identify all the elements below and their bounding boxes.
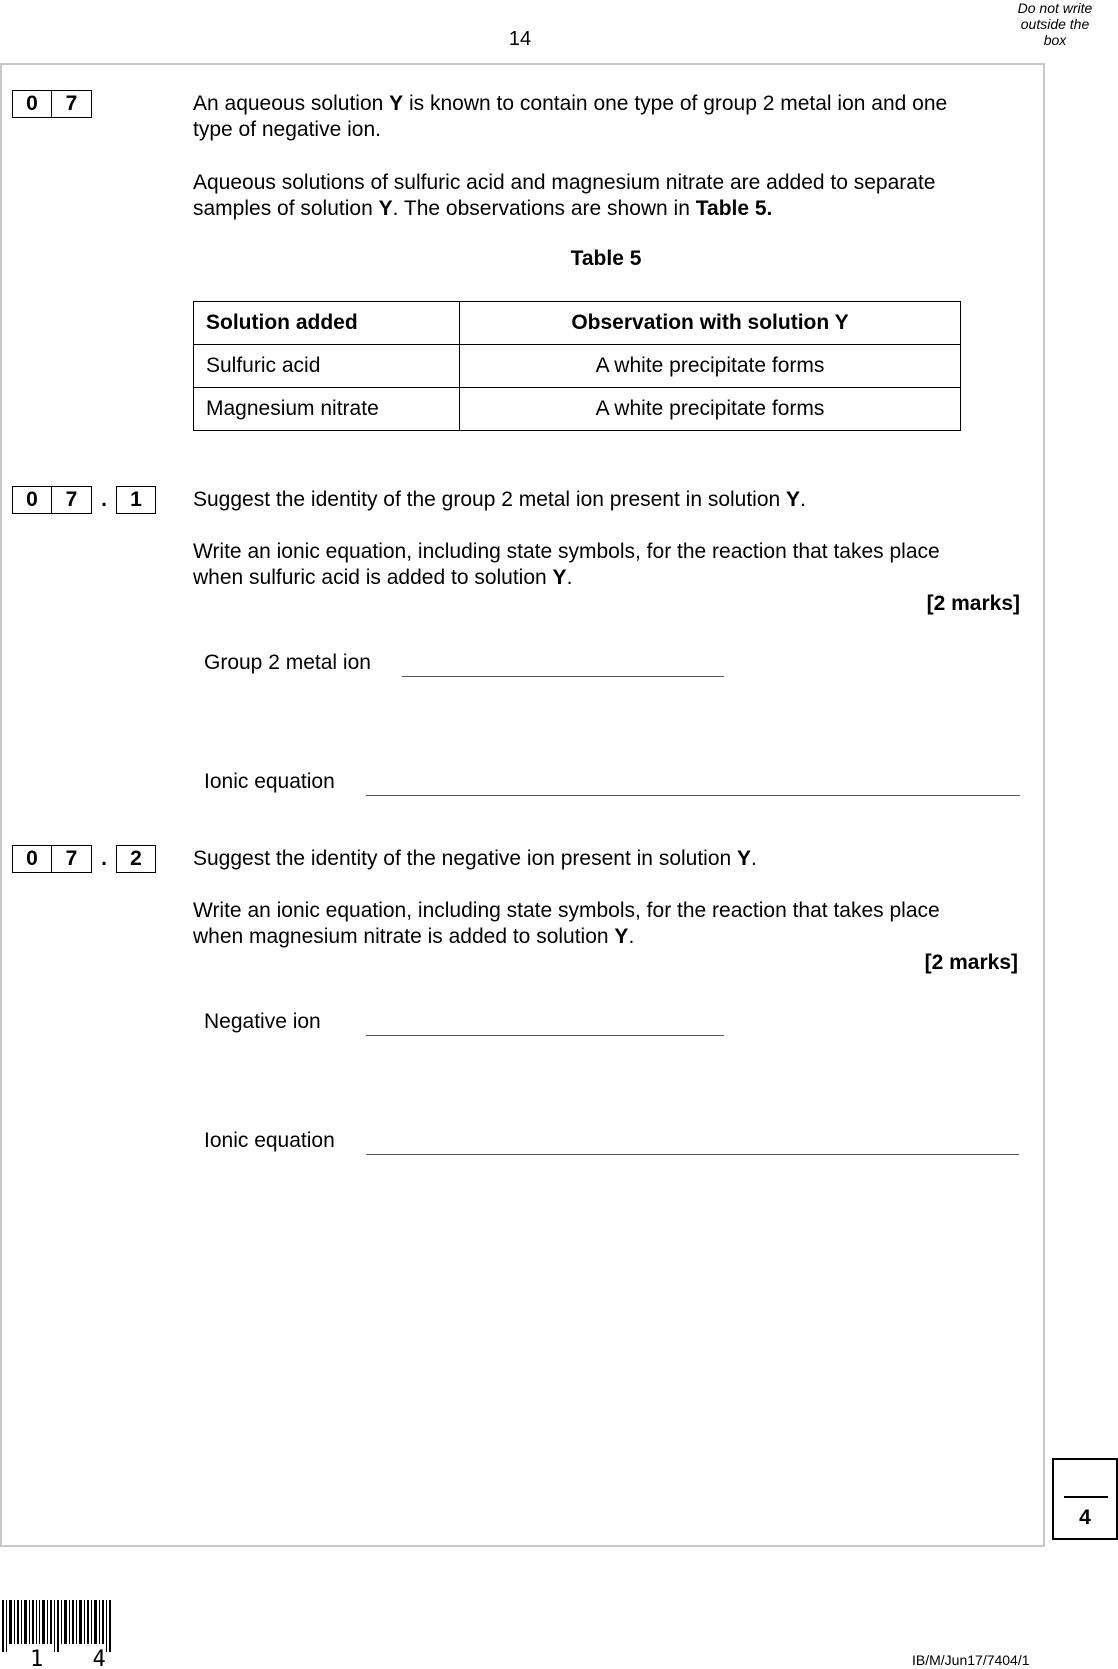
question-sub-digit: 2 [116,845,156,873]
margin-note-line: outside the [1020,16,1090,32]
question-digit: 0 [12,486,52,514]
text-run: . [628,925,635,948]
observations-table [193,301,961,431]
text-run-bold: Y [737,847,752,870]
table-header-cell: Observation with solution Y [460,302,961,345]
question-number-07-1 [12,486,156,514]
barcode-digits: 1 4 [30,1647,124,1669]
table-cell: Sulfuric acid [194,345,460,388]
question-digit: 7 [52,90,92,118]
question-07-2-prompt [193,846,1033,872]
question-07-2-instruction [193,898,1033,950]
answer-line-ionic-equation-2[interactable] [366,1154,1019,1155]
answer-frame [0,63,1045,1547]
question-digit: 7 [52,486,92,514]
page-score-box [1052,1458,1118,1540]
table-cell: A white precipitate forms [460,345,961,388]
answer-label: Ionic equation [204,1129,335,1152]
question-07-context [193,170,1033,222]
text-run: . The observations are shown in [392,197,696,220]
text-line: Aqueous solutions of sulfuric acid and magnesium nitrate are added to separate [193,171,936,194]
question-dot: . [101,488,107,511]
margin-note-line: Do not write [1017,0,1093,16]
text-run: . [800,488,806,511]
answer-line-negative-ion[interactable] [366,1035,724,1036]
table-cell: A white precipitate forms [460,388,961,431]
text-run: Suggest the identity of the negative ion present in solution [193,847,738,870]
text-run-bold: Y [378,197,393,220]
table-header-cell: Solution added [194,302,460,345]
text-run: . [566,566,573,589]
question-07-1-prompt [193,487,1033,513]
score-blank-line [1064,1496,1108,1498]
answer-label: Ionic equation [204,770,335,793]
table-row [194,345,961,388]
answer-label: Negative ion [204,1010,321,1033]
text-line: Write an ionic equation, including state symbols, for the reaction that takes place [193,540,940,563]
question-dot: . [101,847,107,870]
text-run: Suggest the identity of the group 2 metal ion present in solution [193,488,787,511]
score-value: 4 [1079,1506,1091,1529]
table-caption: Table 5 [570,247,642,270]
question-digit: 0 [12,90,52,118]
question-07-intro [193,91,1033,143]
text-run: when magnesium nitrate is added to solution [193,925,615,948]
text-run: . [751,847,757,870]
question-07-1-instruction [193,539,1033,591]
question-digit: 7 [52,845,92,873]
table-cell: Magnesium nitrate [194,388,460,431]
question-number-07-2 [12,845,156,873]
marks-label: [2 marks] [926,592,1020,615]
text-run: samples of solution [193,197,379,220]
answer-line-ionic-equation-1[interactable] [366,795,1020,796]
text-run: An aqueous solution [193,92,390,115]
barcode-icon [2,1600,114,1652]
footer-code: IB/M/Jun17/7404/1 [912,1652,1030,1668]
answer-label: Group 2 metal ion [204,651,371,674]
text-run: when sulfuric acid is added to solution [193,566,553,589]
answer-line-metal-ion[interactable] [402,676,724,677]
table-header-row [194,302,961,345]
margin-note-line: box [1043,32,1067,48]
question-number-07 [12,90,92,118]
margin-note [1000,0,1110,48]
question-digit: 0 [12,845,52,873]
text-run-bold: Table 5. [695,197,773,220]
text-run-bold: Y [389,92,404,115]
text-run-bold: Y [786,488,801,511]
text-run: is known to contain one type of group 2 metal ion and one [403,92,948,115]
text-line: type of negative ion. [193,118,381,141]
question-sub-digit: 1 [116,486,156,514]
page-number: 14 [508,28,532,50]
text-run-bold: Y [552,566,567,589]
text-run-bold: Y [614,925,629,948]
marks-label: [2 marks] [924,951,1018,974]
text-line: Write an ionic equation, including state symbols, for the reaction that takes place [193,899,940,922]
table-row [194,388,961,431]
